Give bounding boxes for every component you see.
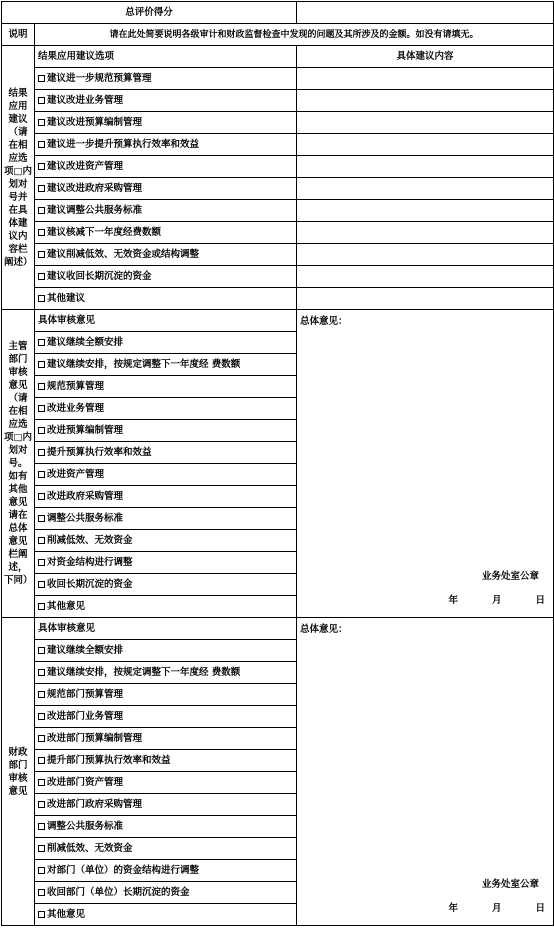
section3-overall-opinion-cell[interactable] — [297, 618, 554, 926]
checkbox-icon[interactable] — [38, 229, 45, 236]
section2-option[interactable] — [35, 552, 297, 574]
section2-option-label: 其他意见 — [47, 600, 86, 612]
checkbox-icon[interactable] — [38, 559, 45, 566]
section2-option[interactable] — [35, 398, 297, 420]
section3-option-label: 改进部门业务管理 — [47, 710, 124, 722]
section3-option[interactable] — [35, 728, 297, 750]
section3-option-label: 改进部门政府采购管理 — [47, 798, 143, 810]
section1-detail-cell[interactable] — [297, 178, 554, 200]
checkbox-icon[interactable] — [38, 97, 45, 104]
section1-option-row — [2, 222, 554, 244]
section3-option[interactable] — [35, 706, 297, 728]
section1-header-right: 具体建议内容 — [297, 46, 554, 68]
checkbox-icon[interactable] — [38, 823, 45, 830]
section2-option-label: 建议继续全额安排 — [47, 336, 124, 348]
section1-option-label: 其他建议 — [47, 292, 86, 304]
date-year-label: 年 — [448, 595, 458, 606]
section3-option-label: 建议继续全额安排 — [47, 644, 124, 656]
checkbox-icon[interactable] — [38, 889, 45, 896]
section3-date-line — [448, 903, 545, 915]
checkbox-icon[interactable] — [38, 669, 45, 676]
section1-option-row — [2, 178, 554, 200]
section2-option-label: 收回长期沉淀的资金 — [47, 578, 133, 590]
section2-option-label: 改进业务管理 — [47, 402, 105, 414]
checkbox-icon[interactable] — [38, 713, 45, 720]
checkbox-icon[interactable] — [38, 295, 45, 302]
date-day-label: 日 — [535, 595, 546, 606]
section2-option-label: 对资金结构进行调整 — [47, 556, 133, 568]
section2-option[interactable] — [35, 420, 297, 442]
section2-header-row — [2, 310, 554, 332]
section3-option[interactable] — [35, 904, 297, 926]
section1-detail-cell[interactable] — [297, 68, 554, 90]
checkbox-icon[interactable] — [38, 471, 45, 478]
section2-option-label: 建议继续安排，按规定调整下一年度经 费数额 — [47, 358, 241, 370]
section3-option-label: 对部门（单位）的资金结构进行调整 — [47, 864, 200, 876]
section1-option[interactable] — [35, 112, 297, 134]
section3-option-label: 改进部门预算编制管理 — [47, 732, 143, 744]
checkbox-icon[interactable] — [38, 757, 45, 764]
section1-detail-cell[interactable] — [297, 156, 554, 178]
section1-option[interactable] — [35, 68, 297, 90]
checkbox-icon[interactable] — [38, 801, 45, 808]
total-score-row — [2, 2, 554, 24]
description-label: 说明 — [2, 24, 35, 46]
section3-option-label: 改进部门资产管理 — [47, 776, 124, 788]
checkbox-icon[interactable] — [38, 581, 45, 588]
section1-detail-cell[interactable] — [297, 134, 554, 156]
section1-option-label: 建议进一步提升预算执行效率和效益 — [47, 138, 200, 150]
section2-option[interactable] — [35, 464, 297, 486]
section3-seal-label: 业务处室公章 — [482, 879, 540, 890]
total-score-value-cell[interactable] — [297, 2, 554, 24]
checkbox-icon[interactable] — [38, 273, 45, 280]
section3-option[interactable] — [35, 662, 297, 684]
checkbox-icon[interactable] — [38, 163, 45, 170]
checkbox-icon[interactable] — [38, 735, 45, 742]
checkbox-icon[interactable] — [38, 119, 45, 126]
section1-header-left: 结果应用建议选项 — [35, 46, 297, 68]
checkbox-icon[interactable] — [38, 339, 45, 346]
section3-header-left: 具体审核意见 — [35, 618, 297, 640]
checkbox-icon[interactable] — [38, 405, 45, 412]
section3-side-label: 财政部门审核意见 — [2, 618, 35, 926]
checkbox-icon[interactable] — [38, 691, 45, 698]
description-row — [2, 24, 554, 46]
section1-header-row — [2, 46, 554, 68]
section1-option[interactable] — [35, 178, 297, 200]
section1-option-label: 建议削减低效、无效资金或结构调整 — [47, 248, 200, 260]
section2-option-label: 提升预算执行效率和效益 — [47, 446, 152, 458]
checkbox-icon[interactable] — [38, 185, 45, 192]
section3-overall-label: 总体意见： — [300, 624, 348, 635]
section3-option[interactable] — [35, 772, 297, 794]
section1-detail-cell[interactable] — [297, 112, 554, 134]
section1-option-row — [2, 68, 554, 90]
section1-option-row — [2, 156, 554, 178]
checkbox-icon[interactable] — [38, 383, 45, 390]
section2-option-label: 改进政府采购管理 — [47, 490, 124, 502]
section3-option-label: 其他意见 — [47, 908, 86, 920]
section2-date-line — [448, 595, 545, 607]
section3-option[interactable] — [35, 816, 297, 838]
description-text: 请在此处简要说明各级审计和财政监督检查中发现的问题及其所涉及的金额。如没有请填无。 — [35, 24, 554, 46]
section3-option[interactable] — [35, 750, 297, 772]
checkbox-icon[interactable] — [38, 141, 45, 148]
section1-option-row — [2, 134, 554, 156]
date-year-label: 年 — [448, 903, 458, 914]
section3-option[interactable] — [35, 684, 297, 706]
section1-option-label: 建议收回长期沉淀的资金 — [47, 270, 152, 282]
checkbox-icon[interactable] — [38, 427, 45, 434]
section2-option-label: 改进预算编制管理 — [47, 424, 124, 436]
section2-option[interactable] — [35, 596, 297, 618]
section3-option[interactable] — [35, 640, 297, 662]
section2-header-left: 具体审核意见 — [35, 310, 297, 332]
section1-option[interactable] — [35, 90, 297, 112]
section1-option[interactable] — [35, 134, 297, 156]
checkbox-icon[interactable] — [38, 493, 45, 500]
section1-option-label: 建议核减下一年度经费数额 — [47, 226, 162, 238]
section1-option[interactable] — [35, 244, 297, 266]
section1-detail-cell[interactable] — [297, 288, 554, 310]
section1-option[interactable] — [35, 288, 297, 310]
section2-seal-label: 业务处室公章 — [482, 571, 540, 582]
section1-detail-cell[interactable] — [297, 90, 554, 112]
section1-detail-cell[interactable] — [297, 200, 554, 222]
section1-option-row — [2, 266, 554, 288]
section1-option-row — [2, 244, 554, 266]
section3-option[interactable] — [35, 882, 297, 904]
section1-detail-cell[interactable] — [297, 266, 554, 288]
section3-option[interactable] — [35, 838, 297, 860]
section2-option-label: 改进资产管理 — [47, 468, 105, 480]
section3-header-row — [2, 618, 554, 640]
section3-option-label: 提升部门预算执行效率和效益 — [47, 754, 171, 766]
checkbox-icon[interactable] — [38, 361, 45, 368]
section3-option-label: 调整公共服务标准 — [47, 820, 124, 832]
section2-option-label: 削减低效、无效资金 — [47, 534, 133, 546]
section1-option-label: 建议改进业务管理 — [47, 94, 124, 106]
section1-option[interactable] — [35, 200, 297, 222]
checkbox-icon[interactable] — [38, 251, 45, 258]
date-day-label: 日 — [535, 903, 546, 914]
section1-option[interactable] — [35, 266, 297, 288]
checkbox-icon[interactable] — [38, 537, 45, 544]
section1-option-label: 建议改进政府采购管理 — [47, 182, 143, 194]
checkbox-icon[interactable] — [38, 75, 45, 82]
section2-option[interactable] — [35, 442, 297, 464]
section1-option-row — [2, 90, 554, 112]
section2-option[interactable] — [35, 486, 297, 508]
section2-overall-opinion-cell[interactable] — [297, 310, 554, 618]
section1-side-label: 结果应用建议（请在相应选项□内划对号并在具体建议内容栏阐述） — [2, 46, 35, 310]
section2-side-label: 主管部门审核意见（请在相应选项□内划对号。如有其他意见请在总体意见栏阐述，下同） — [2, 310, 35, 618]
checkbox-icon[interactable] — [38, 845, 45, 852]
section2-option[interactable] — [35, 354, 297, 376]
section3-option[interactable] — [35, 860, 297, 882]
checkbox-icon[interactable] — [38, 515, 45, 522]
section2-option[interactable] — [35, 332, 297, 354]
section3-option-label: 规范部门预算管理 — [47, 688, 124, 700]
section2-overall-label: 总体意见： — [300, 316, 348, 327]
checkbox-icon[interactable] — [38, 449, 45, 456]
section1-detail-cell[interactable] — [297, 244, 554, 266]
section2-option[interactable] — [35, 508, 297, 530]
date-month-label: 月 — [491, 595, 502, 606]
date-month-label: 月 — [491, 903, 502, 914]
checkbox-icon[interactable] — [38, 867, 45, 874]
section3-option-label: 削减低效、无效资金 — [47, 842, 133, 854]
section2-option[interactable] — [35, 376, 297, 398]
section1-option-row — [2, 112, 554, 134]
section1-option-label: 建议改进预算编制管理 — [47, 116, 143, 128]
evaluation-form-table — [1, 1, 554, 926]
section1-option-label: 建议调整公共服务标准 — [47, 204, 143, 216]
section2-option[interactable] — [35, 530, 297, 552]
section1-option-label: 建议进一步规范预算管理 — [47, 72, 152, 84]
section1-detail-cell[interactable] — [297, 222, 554, 244]
section3-option[interactable] — [35, 794, 297, 816]
section2-option-label: 规范预算管理 — [47, 380, 105, 392]
checkbox-icon[interactable] — [38, 911, 45, 918]
checkbox-icon[interactable] — [38, 603, 45, 610]
section1-option[interactable] — [35, 156, 297, 178]
checkbox-icon[interactable] — [38, 207, 45, 214]
section2-option[interactable] — [35, 574, 297, 596]
section3-option-label: 建议继续安排，按规定调整下一年度经 费数额 — [47, 666, 241, 678]
section2-option-label: 调整公共服务标准 — [47, 512, 124, 524]
total-score-label: 总评价得分 — [2, 2, 297, 24]
section1-option-row — [2, 288, 554, 310]
checkbox-icon[interactable] — [38, 647, 45, 654]
section1-option[interactable] — [35, 222, 297, 244]
section1-option-row — [2, 200, 554, 222]
checkbox-icon[interactable] — [38, 779, 45, 786]
section1-option-label: 建议改进资产管理 — [47, 160, 124, 172]
section3-option-label: 收回部门（单位）长期沉淀的资金 — [47, 886, 190, 898]
